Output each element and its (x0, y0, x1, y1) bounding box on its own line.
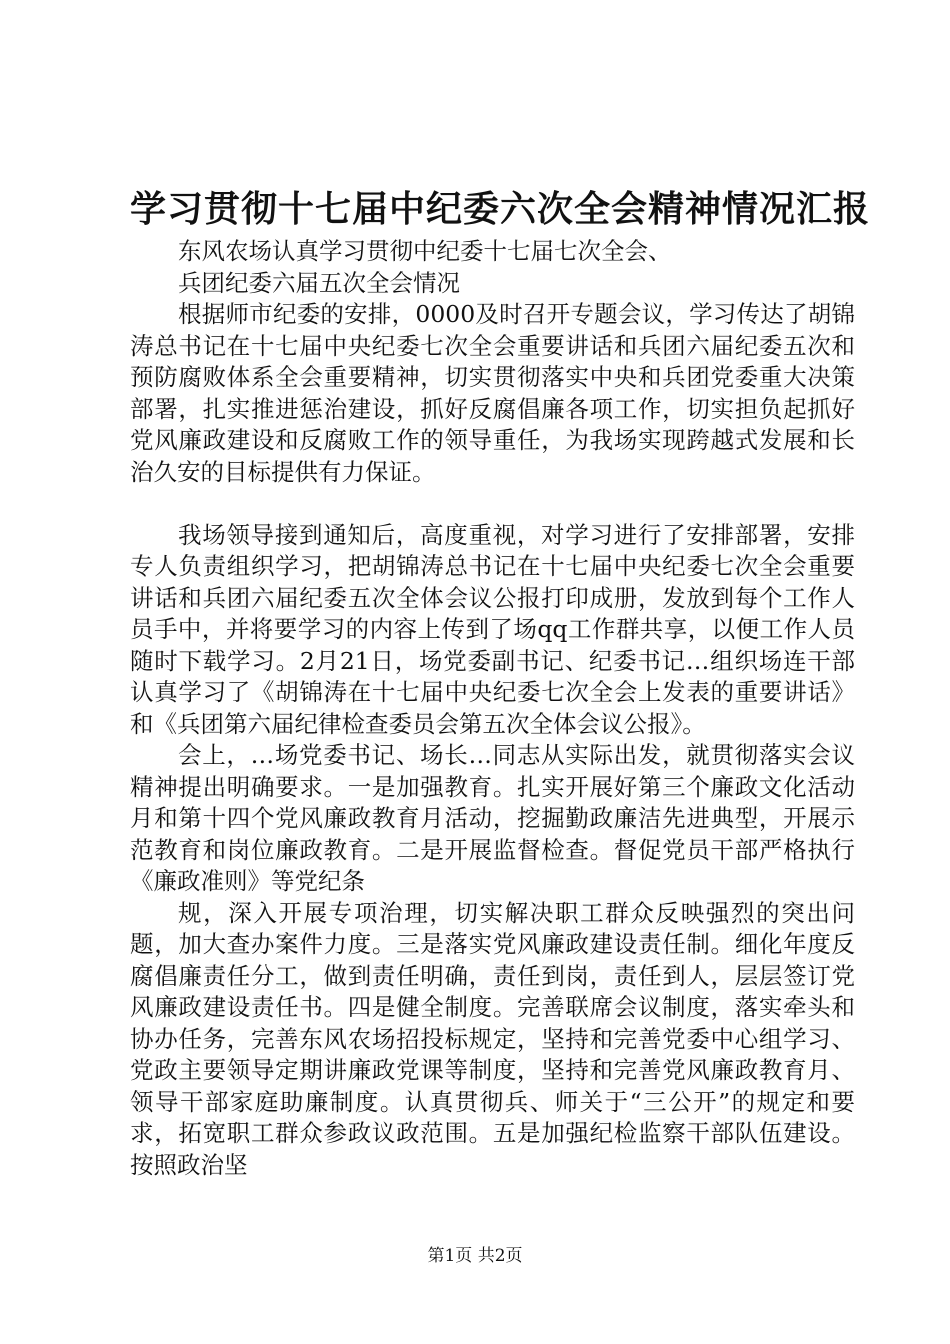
page-number-footer: 第1页 共2页 (427, 1246, 523, 1266)
sub-heading-line-2: 兵团纪委六届五次全会情况 (178, 268, 460, 297)
document-body (130, 236, 855, 1181)
paragraph-meeting-arrangement: 根据师市纪委的安排，0000及时召开专题会议，学习传达了胡锦涛总书记在十七届中央纪委七次全会重要讲话和兵团六届纪委五次和预防腐败体系全会重要精神，切实贯彻落实中央和兵团党委重大决策部署，扎实推进惩治建设，抓好反腐倡廉各项工作，切实担负起抓好党风廉政建设和反腐败工作的领导重任，为我场实现跨越式发展和长治久安的目标提供有力保证。 (130, 300, 855, 486)
document-title: 学习贯彻十七届中纪委六次全会精神情况汇报 (130, 188, 871, 230)
paragraph-study-organization: 我场领导接到通知后，高度重视，对学习进行了安排部署，安排专人负责组织学习，把胡锦涛总书记在十七届中央纪委七次全会重要讲话和兵团六届纪委五次全体会议公报打印成册，发放到每个工作人员手中，并将要学习的内容上传到了场qq工作群共享，以便工作人员随时下载学习。2月21日，场党委副书记、纪委书记…组织场连干部认真学习了《胡锦涛在十七届中央纪委七次全会上发表的重要讲话》和《兵团第六届纪律检查委员会第五次全体会议公报》。 (130, 520, 855, 738)
paragraph-spacer (130, 488, 855, 520)
paragraph-requirements-continued: 规，深入开展专项治理，切实解决职工群众反映强烈的突出问题，加大查办案件力度。三是落实党风廉政建设责任制。细化年度反腐倡廉责任分工，做到责任明确，责任到岗，责任到人，层层签订党风廉政建设责任书。四是健全制度。完善联席会议制度，落实牵头和协办任务，完善东风农场招投标规定，坚持和完善党委中心组学习、党政主要领导定期讲廉政党课等制度，坚持和完善党风廉政教育月、领导干部家庭助廉制度。认真贯彻兵、师关于“三公开”的规定和要求，拓宽职工群众参政议政范围。五是加强纪检监察干部队伍建设。按照政治坚 (130, 898, 855, 1179)
sub-heading-line-1: 东风农场认真学习贯彻中纪委十七届七次全会、 (178, 237, 672, 265)
paragraph-meeting-requirements: 会上，…场党委书记、场长…同志从实际出发，就贯彻落实会议精神提出明确要求。一是加强教育。扎实开展好第三个廉政文化活动月和第十四个党风廉政教育月活动，挖掘勤政廉洁先进典型，开展示范教育和岗位廉政教育。二是开展监督检查。督促党员干部严格执行《廉政准则》等党纪条 (130, 741, 855, 895)
